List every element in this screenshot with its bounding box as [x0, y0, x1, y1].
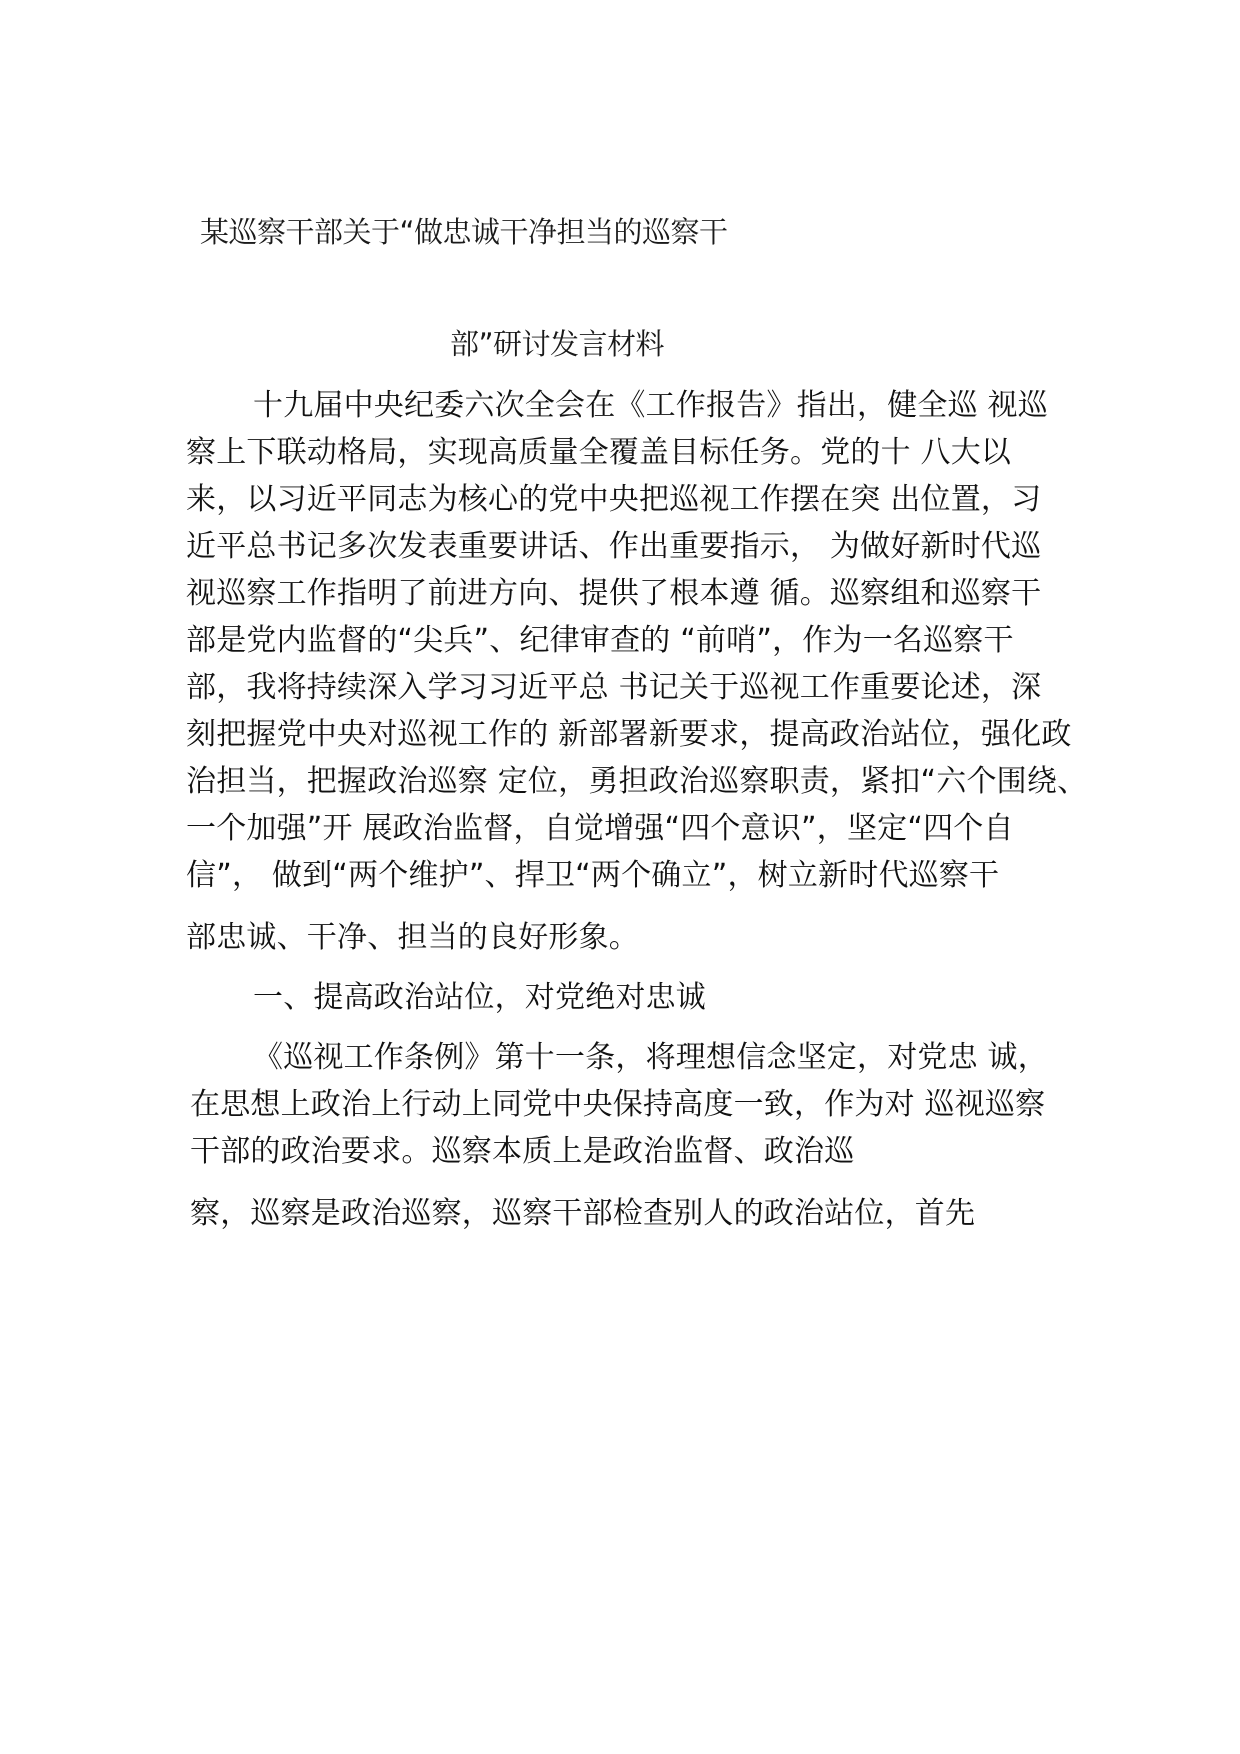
body-line-11: 信”， 做到“两个维护”、捍卫“两个确立”，树立新时代巡察干 — [186, 858, 1000, 893]
body-line-14: 在思想上政治上行动上同党中央保持高度一致，作为对 巡视巡察 — [190, 1087, 1046, 1122]
body-line-13: 《巡视工作条例》第十一条，将理想信念坚定，对党忠 诚， — [253, 1040, 1048, 1075]
document-title-line-1: 某巡察干部关于“做忠诚干净担当的巡察干 — [200, 215, 728, 249]
body-line-15: 干部的政治要求。巡察本质上是政治监督、政治巡 — [190, 1134, 855, 1169]
body-line-7: 部，我将持续深入学习习近平总 书记关于巡视工作重要论述，深 — [186, 670, 1042, 705]
body-line-6: 部是党内监督的“尖兵”、纪律审查的 “前哨”，作为一名巡察干 — [186, 623, 1014, 658]
body-line-9: 治担当，把握政治巡察 定位，勇担政治巡察职责，紧扣“六个围绕、 — [186, 764, 1088, 799]
body-line-3: 来，以习近平同志为核心的党中央把巡视工作摆在突 出位置，习 — [186, 482, 1042, 517]
body-line-10: 一个加强”开 展政治监督，自觉增强“四个意识”，坚定“四个自 — [186, 811, 1014, 846]
body-line-8: 刻把握党中央对巡视工作的 新部署新要求，提高政治站位，强化政 — [186, 717, 1072, 752]
body-line-5: 视巡察工作指明了前进方向、提供了根本遵 循。巡察组和巡察干 — [186, 576, 1042, 611]
body-line-1: 十九届中央纪委六次全会在《工作报告》指出，健全巡 视巡 — [253, 388, 1048, 423]
section-heading-1: 一、提高政治站位，对党绝对忠诚 — [253, 980, 706, 1015]
body-line-16: 察，巡察是政治巡察，巡察干部检查别人的政治站位，首先 — [190, 1196, 976, 1231]
body-line-12: 部忠诚、干净、担当的良好形象。 — [186, 920, 639, 955]
body-line-2: 察上下联动格局，实现高质量全覆盖目标任务。党的十 八大以 — [186, 435, 1012, 470]
document-title-line-2: 部”研讨发言材料 — [450, 327, 665, 361]
body-line-4: 近平总书记多次发表重要讲话、作出重要指示， 为做好新时代巡 — [186, 529, 1042, 564]
